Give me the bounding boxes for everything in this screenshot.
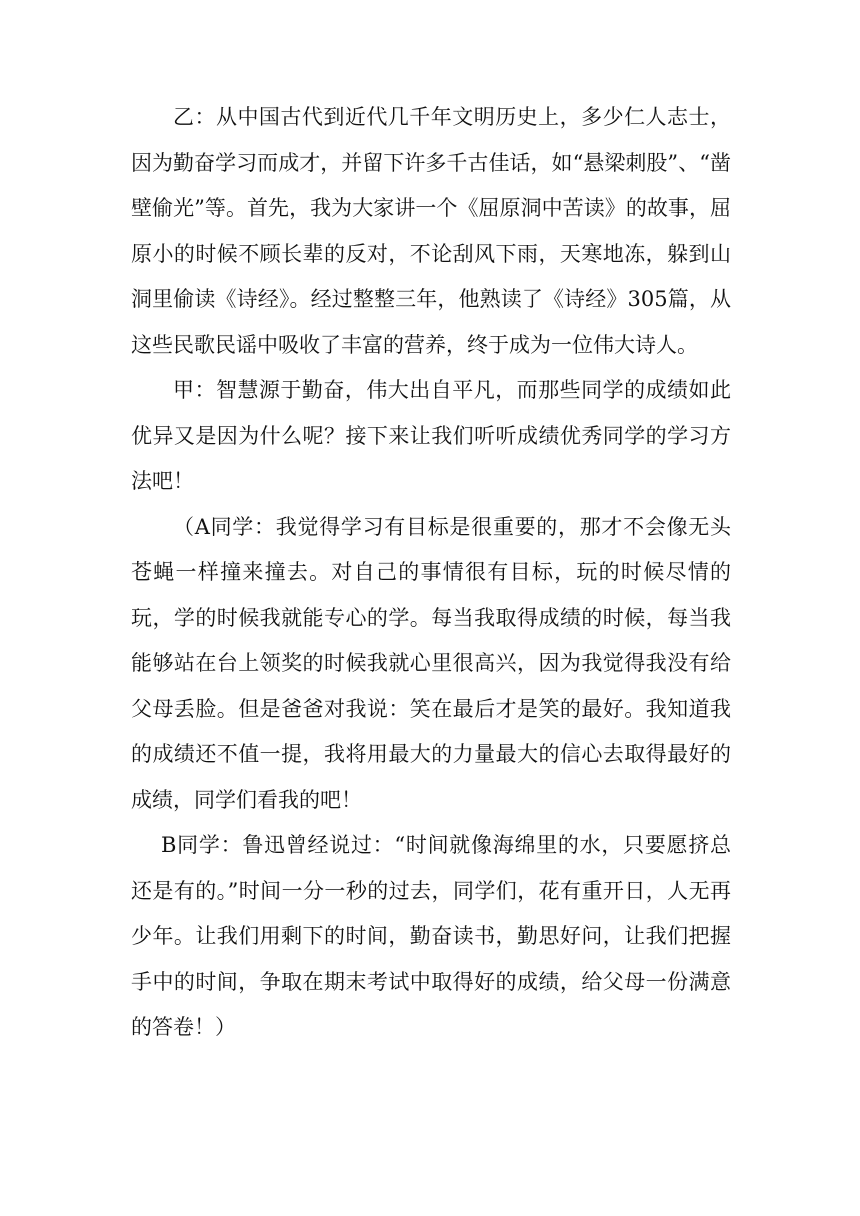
paragraph-student-a: （A同学：我觉得学习有目标是很重要的，那才不会像无头苍蝇一样撞来撞去。对自己的事情很有目标，玩的时候尽情的玩，学的时候我就能专心的学。每当我取得成绩的时候，每当我能够站在台上领奖的时候我就心里很高兴，因为我觉得我没有给父母丢脸。但是爸爸对我说：笑在最后才是笑的最好。我知道我的成绩还不值一提，我将用最大的力量最大的信心去取得最好的成绩，同学们看我的吧！	[131, 514, 731, 812]
document-body	[131, 95, 731, 1051]
paragraph-yi: 乙：从中国古代到近代几千年文明历史上，多少仁人志士，因为勤奋学习而成才，并留下许多千古佳话，如“悬梁刺股”、“凿壁偷光”等。首先，我为大家讲一个《屈原洞中苦读》的故事，屈原小的时候不顾长辈的反对，不论刮风下雨，天寒地冻，躲到山洞里偷读《诗经》。经过整整三年，他熟读了《诗经》305篇，从这些民歌民谣中吸收了丰富的营养，终于成为一位伟大诗人。	[131, 105, 731, 357]
paragraph-student-b: B同学：鲁迅曾经说过：“时间就像海绵里的水，只要愿挤总还是有的。”时间一分一秒的过去，同学们，花有重开日，人无再少年。让我们用剩下的时间，勤奋读书，勤思好问，让我们把握手中的时间，争取在期末考试中取得好的成绩，给父母一份满意的答卷！）	[131, 833, 731, 1039]
paragraph-jia: 甲：智慧源于勤奋，伟大出自平凡，而那些同学的成绩如此优异又是因为什么呢？接下来让我们听听成绩优秀同学的学习方法吧！	[131, 378, 731, 493]
